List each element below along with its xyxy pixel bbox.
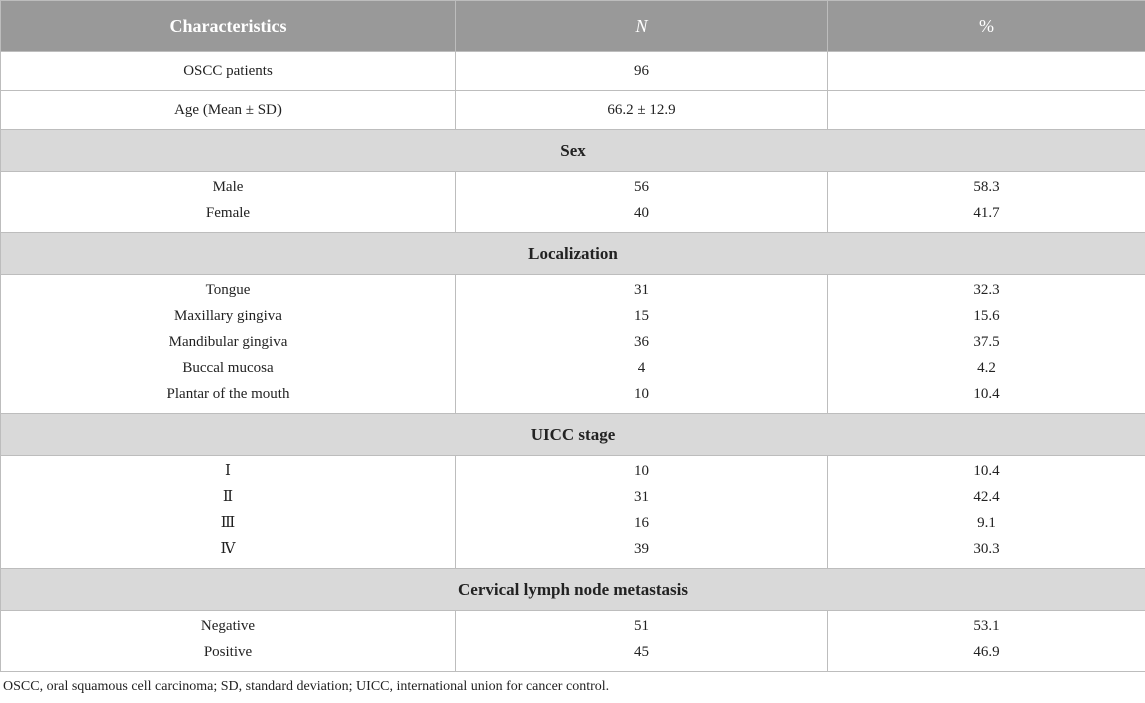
cell-label: Ⅱ [222,489,234,505]
section-header-row [1,414,1145,456]
column-n [456,172,828,233]
column-label [1,275,456,414]
cell-n: 51 [634,618,649,634]
column-label [1,172,456,233]
cell-label: Negative [200,618,256,634]
column-pct [828,611,1145,672]
column-pct [828,275,1145,414]
section-title: Sex [1,130,1145,172]
cell-n: 31 [634,282,649,298]
row-pct [828,91,1145,130]
section-header-row [1,130,1145,172]
cell-label: Maxillary gingiva [174,308,282,324]
cell-n: 4 [637,360,646,376]
cell-label: Ⅲ [220,515,236,531]
column-pct [828,172,1145,233]
section-title: Localization [1,233,1145,275]
section-header-row [1,233,1145,275]
cell-label: Ⅰ [225,463,231,479]
section-group-row [1,275,1145,414]
row-n: 66.2 ± 12.9 [456,91,828,130]
cell-pct: 32.3 [973,282,1000,298]
cell-pct: 46.9 [973,644,1000,660]
cell-pct: 10.4 [973,463,1000,479]
cell-n: 10 [634,463,649,479]
cell-pct: 58.3 [973,179,1000,195]
cell-label: Female [205,205,251,221]
cell-n: 56 [634,179,649,195]
header-pct: % [828,1,1145,52]
cell-label: Mandibular gingiva [168,334,288,350]
section-group-row [1,611,1145,672]
column-pct [828,456,1145,569]
section-group-row [1,172,1145,233]
table-header-row [1,1,1145,52]
section-group-row [1,456,1145,569]
cell-pct: 10.4 [973,386,1000,402]
cell-pct: 37.5 [973,334,1000,350]
column-label [1,456,456,569]
cell-pct: 42.4 [973,489,1000,505]
cell-label: Male [212,179,244,195]
column-n [456,456,828,569]
column-n [456,611,828,672]
table-footnote: OSCC, oral squamous cell carcinoma; SD, standard deviation; UICC, international union for cancer control. [3,679,610,694]
cell-n: 31 [634,489,649,505]
cell-pct: 53.1 [973,618,1000,634]
cell-pct: 4.2 [977,360,996,376]
header-characteristics: Characteristics [1,1,456,52]
cell-label: Positive [203,644,253,660]
cell-label: Tongue [205,282,251,298]
row-pct [828,52,1145,91]
table-body [1,52,1145,672]
cell-pct: 30.3 [973,541,1000,557]
column-label [1,611,456,672]
cell-n: 36 [634,334,649,350]
cell-pct: 41.7 [973,205,1000,221]
row-label: OSCC patients [1,52,456,91]
section-header-row [1,569,1145,611]
row-n: 96 [456,52,828,91]
cell-n: 16 [634,515,649,531]
section-title: UICC stage [1,414,1145,456]
column-n [456,275,828,414]
cell-n: 10 [634,386,649,402]
table-row [1,52,1145,91]
cell-pct: 9.1 [977,515,996,531]
cell-label: Buccal mucosa [182,360,274,376]
cell-label: Plantar of the mouth [166,386,290,402]
cell-n: 15 [634,308,649,324]
table-row [1,91,1145,130]
cell-n: 40 [634,205,649,221]
section-title: Cervical lymph node metastasis [1,569,1145,611]
header-n: N [456,1,828,52]
cell-n: 39 [634,541,649,557]
cell-n: 45 [634,644,649,660]
cell-pct: 15.6 [973,308,1000,324]
cell-label: Ⅳ [220,541,236,557]
row-label: Age (Mean ± SD) [1,91,456,130]
